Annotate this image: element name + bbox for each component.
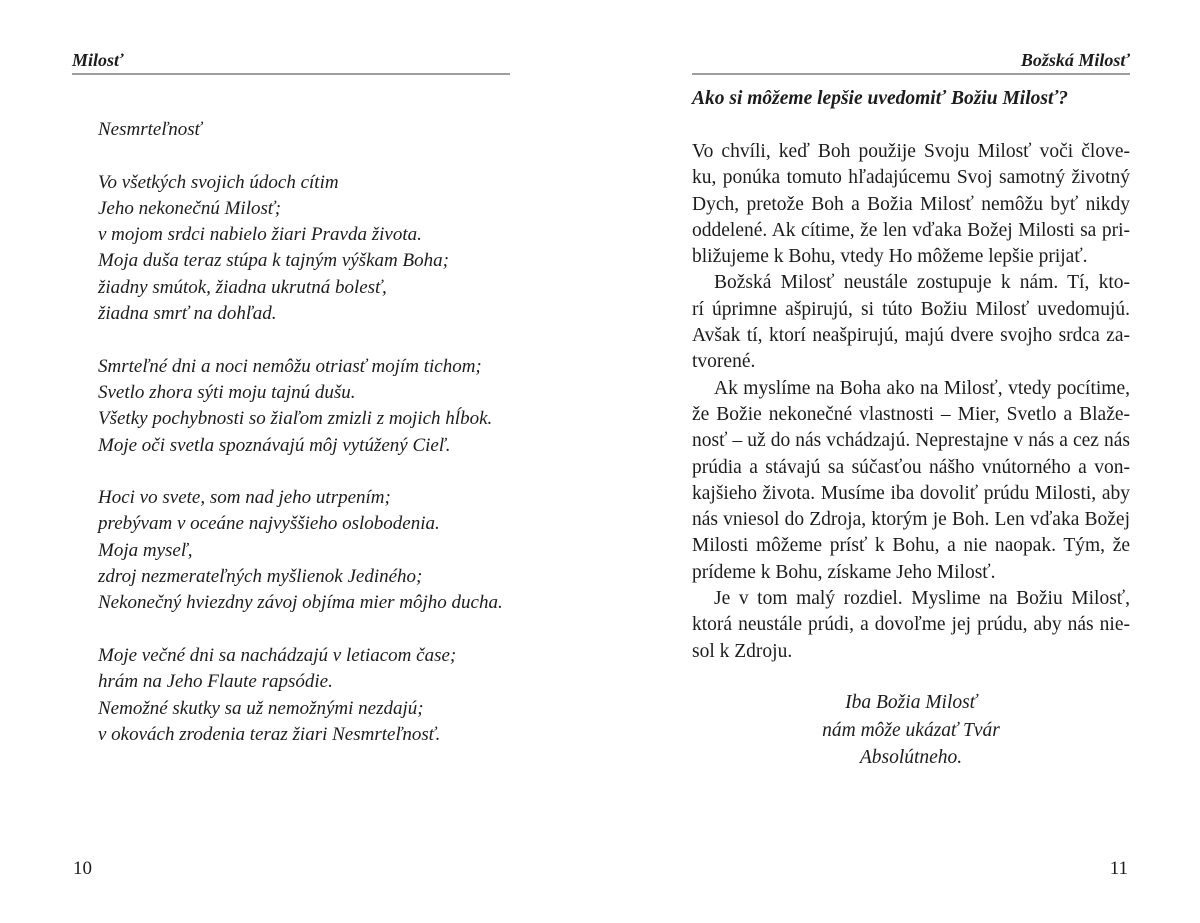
- poem-line: Nekonečný hviezdny závoj objíma mier môjho ducha.: [98, 592, 503, 614]
- left-running-head: [72, 50, 510, 75]
- poem-line: Hoci vo svete, som nad jeho utrpením;: [98, 487, 391, 509]
- poem-line: Jeho nekonečnú Milosť;: [98, 197, 282, 219]
- right-page: [692, 0, 1130, 923]
- poem-line: žiadna smrť na dohľad.: [98, 303, 277, 325]
- poem-stanza-2: [98, 354, 503, 459]
- text-line: kajšieho života. Musíme iba dovoliť prúdu Milosti, aby: [692, 482, 1130, 504]
- poem-line: zdroj nezmerateľných myšlienok Jediného;: [98, 566, 423, 588]
- text-line: ku, ponúka tomuto hľadajúcemu Svoj samotný životný: [692, 167, 1130, 189]
- closing-verse: [692, 689, 1130, 772]
- text-line: Milosti môžeme prísť k Bohu, a nie naopak. Tým, že: [692, 535, 1130, 557]
- poem-line: Svetlo zhora sýti moju tajnú dušu.: [98, 381, 356, 403]
- text-line: Božská Milosť neustále zostupuje k nám. Tí, kto-: [714, 272, 1130, 294]
- right-running-head: [692, 50, 1130, 75]
- poem-stanza-4: [98, 643, 503, 748]
- poem-line: Smrteľné dni a noci nemôžu otriasť mojím tichom;: [98, 355, 482, 377]
- poem-line: žiadny smútok, žiadna ukrutná bolesť,: [98, 276, 387, 298]
- paragraph-1: [692, 139, 1130, 270]
- text-line: Je v tom malý rozdiel. Myslime na Božiu Milosť,: [714, 588, 1130, 610]
- text-line: tvorené.: [692, 351, 756, 373]
- poem-line: Moje večné dni sa nachádzajú v letiacom čase;: [98, 644, 457, 666]
- text-line: že Božie nekonečné vlastnosti – Mier, Svetlo a Blaže-: [692, 403, 1130, 425]
- poem: [98, 117, 503, 774]
- section-heading: Ako si môžeme lepšie uvedomiť Božiu Milosť?: [692, 88, 1069, 109]
- poem-line: Všetky pochybnosti so žiaľom zmizli z mojich hĺbok.: [98, 408, 493, 430]
- left-running-head-text: Milosť: [72, 50, 124, 70]
- text-line: nosť – už do nás vchádzajú. Neprestajne v nás a cez nás: [692, 430, 1130, 452]
- left-page-number: 10: [73, 858, 92, 879]
- poem-line: Moje oči svetla spoznávajú môj vytúžený Cieľ.: [98, 434, 451, 456]
- poem-line: v mojom srdci nabielo žiari Pravda života.: [98, 224, 422, 246]
- poem-stanza-1: [98, 170, 503, 328]
- closing-verse-line: nám môže ukázať Tvár: [822, 719, 1000, 741]
- text-line: Ak myslíme na Boha ako na Milosť, vtedy pocítime,: [714, 377, 1130, 399]
- prose-body: [692, 139, 1130, 665]
- text-line: prídeme k Bohu, získame Jeho Milosť.: [692, 561, 996, 583]
- poem-line: prebývam v oceáne najvyššieho oslobodenia.: [98, 513, 440, 535]
- text-line: ktorá neustále prúdi, a dovoľme jej prúdu, aby nás nie-: [692, 614, 1130, 636]
- text-line: Vo chvíli, keď Boh použije Svoju Milosť voči člove-: [692, 141, 1130, 162]
- poem-stanza-3: [98, 485, 503, 616]
- poem-line: v okovách zrodenia teraz žiari Nesmrteľnosť.: [98, 723, 441, 745]
- text-line: oddelené. Ak cítime, že len vďaka Božej Milosti sa pri-: [692, 219, 1130, 241]
- paragraph-2: [692, 270, 1130, 375]
- poem-line: Vo všetkých svojich údoch cítim: [98, 171, 339, 193]
- poem-title: Nesmrteľnosť: [98, 119, 202, 140]
- poem-line: Moja duša teraz stúpa k tajným výškam Boha;: [98, 250, 449, 272]
- poem-line: hrám na Jeho Flaute rapsódie.: [98, 671, 333, 693]
- right-running-head-text: Božská Milosť: [1020, 50, 1130, 70]
- closing-verse-line: Absolútneho.: [859, 747, 963, 768]
- paragraph-4: [692, 586, 1130, 665]
- text-line: Dych, pretože Boh a Božia Milosť nemôžu byť nikdy: [692, 193, 1130, 215]
- closing-verse-line: Iba Božia Milosť: [845, 692, 977, 713]
- text-line: nás vniesol do Zdroja, ktorým je Boh. Len vďaka Božej: [692, 509, 1130, 531]
- text-line: Avšak tí, ktorí neašpirujú, majú dvere svojho srdca za-: [692, 325, 1130, 347]
- text-line: rí úprimne ašpirujú, si túto Božiu Milosť uvedomujú.: [692, 298, 1130, 320]
- poem-line: Moja myseľ,: [98, 539, 193, 561]
- right-page-number: 11: [1109, 858, 1128, 879]
- poem-line: Nemožné skutky sa už nemožnými nezdajú;: [98, 697, 424, 719]
- text-line: sol k Zdroju.: [692, 640, 793, 662]
- paragraph-3: [692, 376, 1130, 586]
- text-line: bližujeme k Bohu, vtedy Ho môžeme lepšie prijať.: [692, 246, 1088, 268]
- text-line: prúdia a stávajú sa súčasťou nášho vnútorného a von-: [692, 456, 1130, 478]
- left-page: [72, 0, 510, 923]
